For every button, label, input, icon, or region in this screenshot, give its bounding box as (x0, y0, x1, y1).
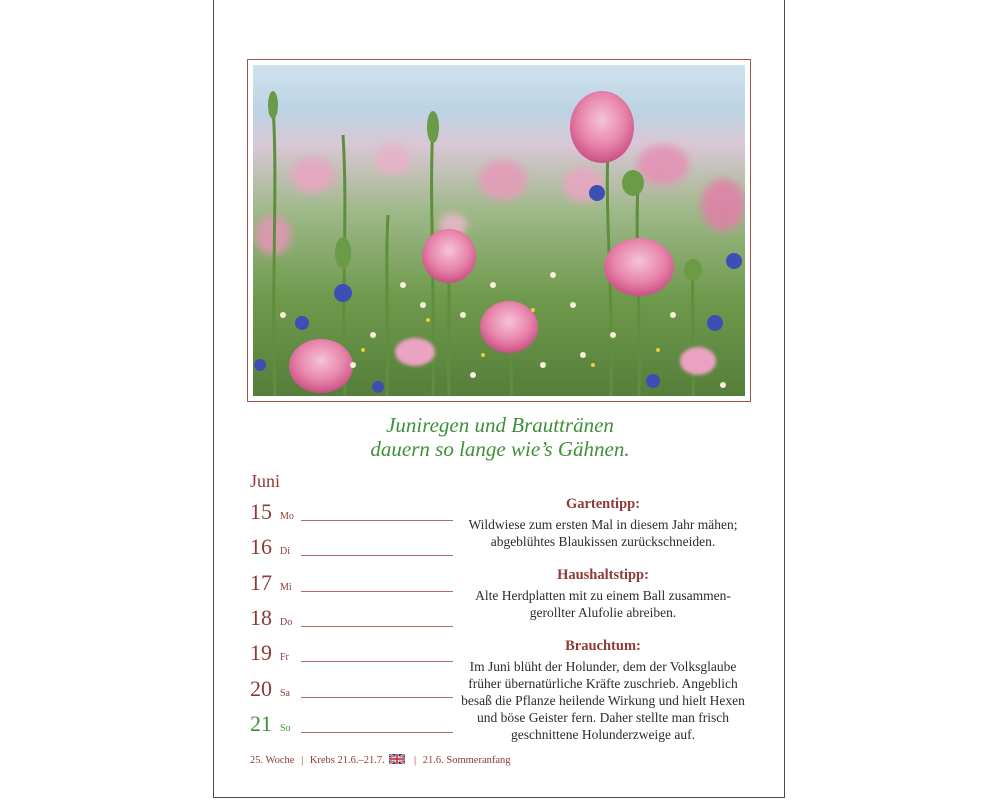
tip-text-line: besaß die Pflanze heilende Wirkung und hielt Hexen (461, 693, 745, 708)
footer (250, 754, 511, 766)
note-line[interactable] (301, 591, 453, 592)
weekday-abbr: Sa (280, 688, 290, 699)
day-row (250, 603, 440, 629)
weekday-abbr: Mo (280, 511, 294, 522)
note-line[interactable] (301, 626, 453, 627)
weekday-abbr: Di (280, 546, 290, 557)
note-line[interactable] (301, 555, 453, 556)
day-number: 20 (250, 676, 272, 701)
tip-text-line: Wildwiese zum ersten Mal in diesem Jahr mähen; (468, 517, 738, 532)
day-number: 19 (250, 640, 272, 665)
day-number: 16 (250, 534, 272, 559)
tip-heading: Haushaltstipp: (557, 567, 649, 583)
zodiac-label: Krebs 21.6.–21.7. (309, 755, 385, 766)
calendar-page (213, 0, 785, 798)
day-row (250, 674, 440, 700)
uk-flag-icon (389, 754, 405, 764)
note-line[interactable] (301, 697, 453, 698)
note-line[interactable] (301, 520, 453, 521)
weekday-abbr: Fr (280, 652, 289, 663)
note-line[interactable] (301, 661, 453, 662)
day-number: 15 (250, 499, 272, 524)
flower-meadow-photo (253, 65, 745, 396)
day-row-sunday (250, 709, 440, 735)
day-row (250, 532, 440, 558)
tip-household (458, 567, 748, 621)
tip-custom (458, 638, 748, 743)
tip-text-line: Alte Herdplatten mit zu einem Ball zusammen- (475, 588, 731, 603)
month-label: Juni (250, 471, 281, 491)
tip-text-line: abgeblühtes Blaukissen zurückschneiden. (490, 534, 716, 549)
day-number: 17 (250, 570, 272, 595)
footer-separator: | (301, 755, 304, 766)
weekday-abbr: Mi (280, 582, 292, 593)
quote-line-2: dauern so lange wie’s Gähnen. (370, 437, 630, 461)
weekday-abbr: So (280, 723, 291, 734)
photo-frame (247, 59, 751, 402)
footer-separator: | (414, 755, 417, 766)
day-number: 21 (250, 711, 272, 736)
tip-text-line: gerollter Alufolie abreiben. (529, 605, 677, 620)
tip-garden (458, 496, 748, 550)
day-row (250, 568, 440, 594)
day-number: 18 (250, 605, 272, 630)
tip-heading: Brauchtum: (565, 638, 641, 654)
tip-text-line: früher übernatürliche Kräfte zuschrieb. Angeblich (468, 676, 738, 691)
week-label: 25. Woche (250, 755, 295, 766)
day-row (250, 497, 440, 523)
tip-heading: Gartentipp: (565, 496, 641, 512)
tip-text-line: geschnittene Holunderzweige auf. (510, 727, 696, 742)
event-label: 21.6. Sommeranfang (422, 755, 511, 766)
quote-line-1: Juniregen und Brauttränen (386, 413, 614, 437)
weekday-abbr: Do (280, 617, 293, 628)
tip-text-line: Im Juni blüht der Holunder, dem der Volksglaube (469, 659, 737, 674)
note-line[interactable] (301, 732, 453, 733)
tip-text-line: und böse Geister fern. Daher stellte man frisch (477, 710, 729, 725)
day-row (250, 638, 440, 664)
